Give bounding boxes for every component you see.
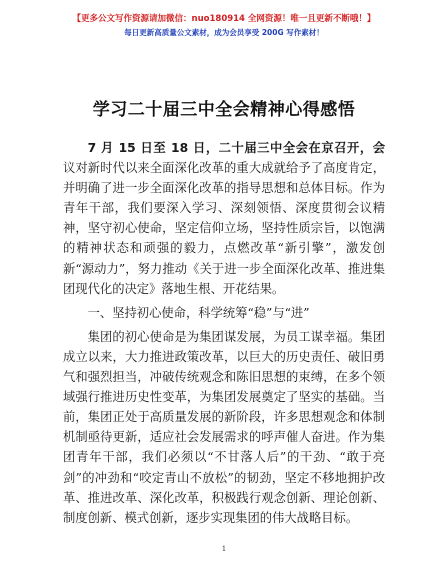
promo-banner xyxy=(0,13,448,39)
section-paragraph: 集团的初心使命是为集团谋发展，为员工谋幸福。集团成立以来，大力推进政策改革，以巨大的历史责任、破旧勇气和强烈担当，冲破传统观念和陈旧思想的束缚，在多个领域强行推进历史性变革，为集团发展奠定了坚实的基础。当前，集团正处于高质量发展的新阶段，许多思想观念和体制机制亟待更新，适应社会发展需求的呼声催人奋进。作为集团青年干部，我们必须以“不甘落人后”的干劲、“敢于亮剑”的冲劲和“咬定青山不放松”的韧劲，坚定不移地拥护改革、推进改革、深化改革，积极践行观念创新、理论创新、制度创新、模式创新，逐步实现集团的伟大战略目标。 xyxy=(63,329,385,525)
page-number: 1 xyxy=(221,545,227,553)
intro-lead-text: 7 月 15 日至 18 日，二十届三中全会在京召开，会 xyxy=(87,141,385,155)
promo-banner-line-2: 每日更新高质量公文素材，成为会员享受 200G 写作素材！ xyxy=(124,28,324,37)
intro-body-text: 议对新时代以来全面深化改革的重大成就给予了高度肯定，并明确了进一步全面深化改革的指导思想和总体目标。作为青年干部，我们要深入学习、深刻领悟、深度贯彻会议精神，坚守初心使命，坚定信仰立场，坚持性质宗旨，以饱满的精神状态和顽强的毅力，点燃改革“新引擎”，激发创新“源动力”，努力推动《关于进一步全面深化改革、推进集团现代化的决定》落地生根、开花结果。 xyxy=(63,161,385,296)
document-title: 学习二十届三中全会精神心得感悟 xyxy=(92,100,356,120)
promo-banner-line-1: 【更多公文写作资源请加微信：nuo180914 全网资源！唯一且更新不断哦！】 xyxy=(72,14,376,24)
document-body xyxy=(63,138,385,528)
intro-paragraph xyxy=(63,138,385,299)
section-heading: 一、坚持初心使命，科学统筹“稳”与“进” xyxy=(87,305,310,320)
